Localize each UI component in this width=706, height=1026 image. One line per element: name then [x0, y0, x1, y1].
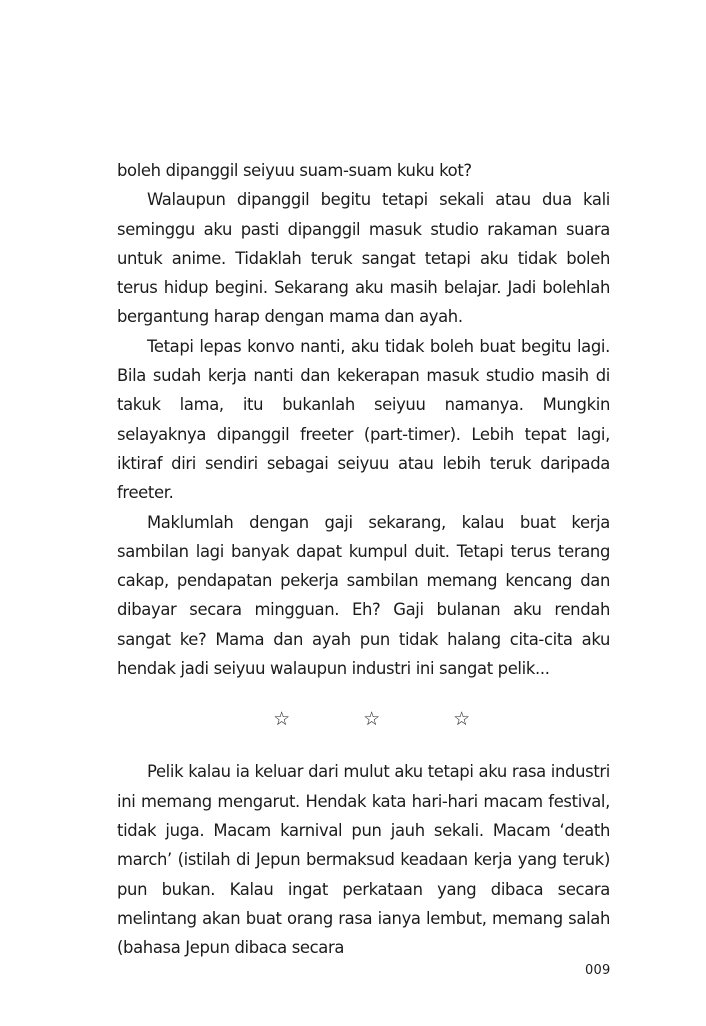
star-icon: ☆ — [273, 708, 290, 731]
star-icon: ☆ — [363, 708, 380, 731]
paragraph: Walaupun dipanggil begitu tetapi sekali atau dua kali seminggu aku pasti dipanggil masuk studio rakaman suara untuk anime. Tidaklah teruk sangat tetapi aku tidak boleh terus hidup begini. Sekarang aku masih belajar. Jadi bolehlah bergantung harap dengan mama dan ayah. — [117, 190, 610, 327]
body-text — [117, 156, 610, 962]
paragraph: Tetapi lepas konvo nanti, aku tidak boleh buat begitu lagi. Bila sudah kerja nanti dan kekerapan masuk studio masih di takuk lama, itu bukanlah seiyuu namanya. Mungkin selayaknya dipanggil freeter (part-timer). Lebih tepat lagi, iktiraf diri sendiri sebagai seiyuu atau lebih teruk daripada freeter. — [117, 336, 610, 503]
paragraph: Pelik kalau ia keluar dari mulut aku tetapi aku rasa industri ini memang mengarut. Hendak kata hari-hari macam festival, tidak juga. Macam karnival pun jauh sekali. Macam ‘death march’ (istilah di Jepun bermaksud keadaan kerja yang teruk) pun bukan. Kalau ingat perkataan yang dibaca secara melintang akan buat orang rasa ianya lembut, memang salah (bahasa Jepun dibaca secara — [117, 762, 610, 958]
paragraph-continued: boleh dipanggil seiyuu suam-suam kuku kot? — [117, 161, 472, 180]
section-break — [117, 705, 610, 734]
star-icon: ☆ — [453, 708, 470, 731]
paragraph: Maklumlah dengan gaji sekarang, kalau buat kerja sambilan lagi banyak dapat kumpul duit. Tetapi terus terang cakap, pendapatan pekerja sambilan memang kencang dan dibayar secara mingguan. Eh? Gaji bulanan aku rendah sangat ke? Mama dan ayah pun tidak halang cita-cita aku hendak jadi seiyuu walaupun industri ini sangat pelik... — [117, 512, 610, 679]
page-number: 009 — [585, 963, 611, 978]
